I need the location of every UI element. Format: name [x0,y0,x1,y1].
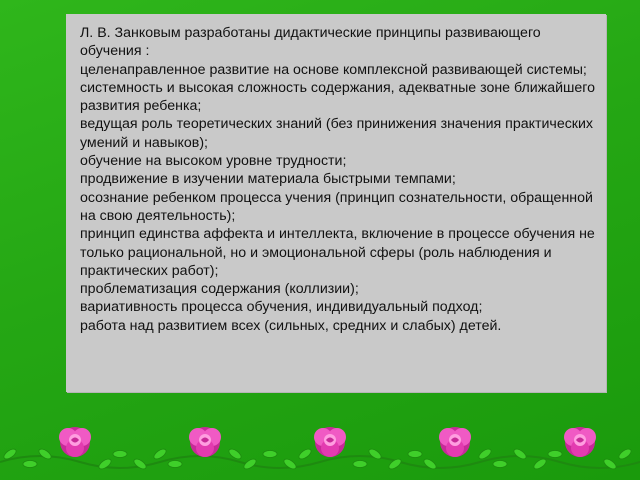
rose-garland-icon [0,420,640,480]
rose-icon [314,427,346,457]
leaf-icon [97,457,112,471]
leaf-icon [493,461,507,468]
principle-item: продвижение в изучении материала быстрыми темпами; [80,171,456,188]
principle-item: системность и высокая сложность содержания, адекватные зоне ближайшего развития ребенка; [80,79,596,115]
leaf-icon [512,447,527,461]
principle-item: принцип единства аффекта и интеллекта, включение в процессе обучения не только рациональной, но и эмоциональной сферы (роль наблюдения и практических работ); [80,226,595,279]
leaf-icon [297,447,312,461]
principles-text [80,24,600,335]
principle-item: осознание ребенком процесса учения (принцип сознательности, обращенной на свою деятельность); [80,189,593,224]
principle-item: обучение на высоком уровне трудности; [80,153,347,170]
leaf-icon [168,461,182,468]
leaf-icon [617,447,632,461]
leaf-icon [532,457,547,471]
leaf-icon [113,451,127,458]
rose-icon [439,427,471,457]
leaf-icon [367,447,382,461]
principle-item: вариативность процесса обучения, индивидуальный подход; [80,299,483,316]
leaf-icon [152,447,167,461]
leaf-icon [408,451,422,458]
rose-icon [564,427,596,457]
intro-line: Л. В. Занковым разработаны дидактические принципы развивающего обучения : [80,25,541,60]
principle-item: ведущая роль теоретических знаний (без принижения значения практических умений и навыков); [80,116,594,151]
leaf-icon [242,457,257,471]
principle-item: работа над развитием всех (сильных, средних и слабых) детей. [80,317,502,334]
rose-icon [189,427,221,457]
rose-icon [59,427,91,457]
leaf-icon [23,461,37,468]
leaf-icon [548,451,562,458]
principle-item: целенаправленное развитие на основе комплексной развивающей системы; [80,61,587,78]
leaf-icon [37,447,52,461]
leaf-icon [263,451,277,458]
leaf-icon [353,461,367,468]
leaf-icon [422,457,437,471]
principle-item: проблематизация содержания (коллизии); [80,281,359,298]
leaf-icon [132,457,147,471]
